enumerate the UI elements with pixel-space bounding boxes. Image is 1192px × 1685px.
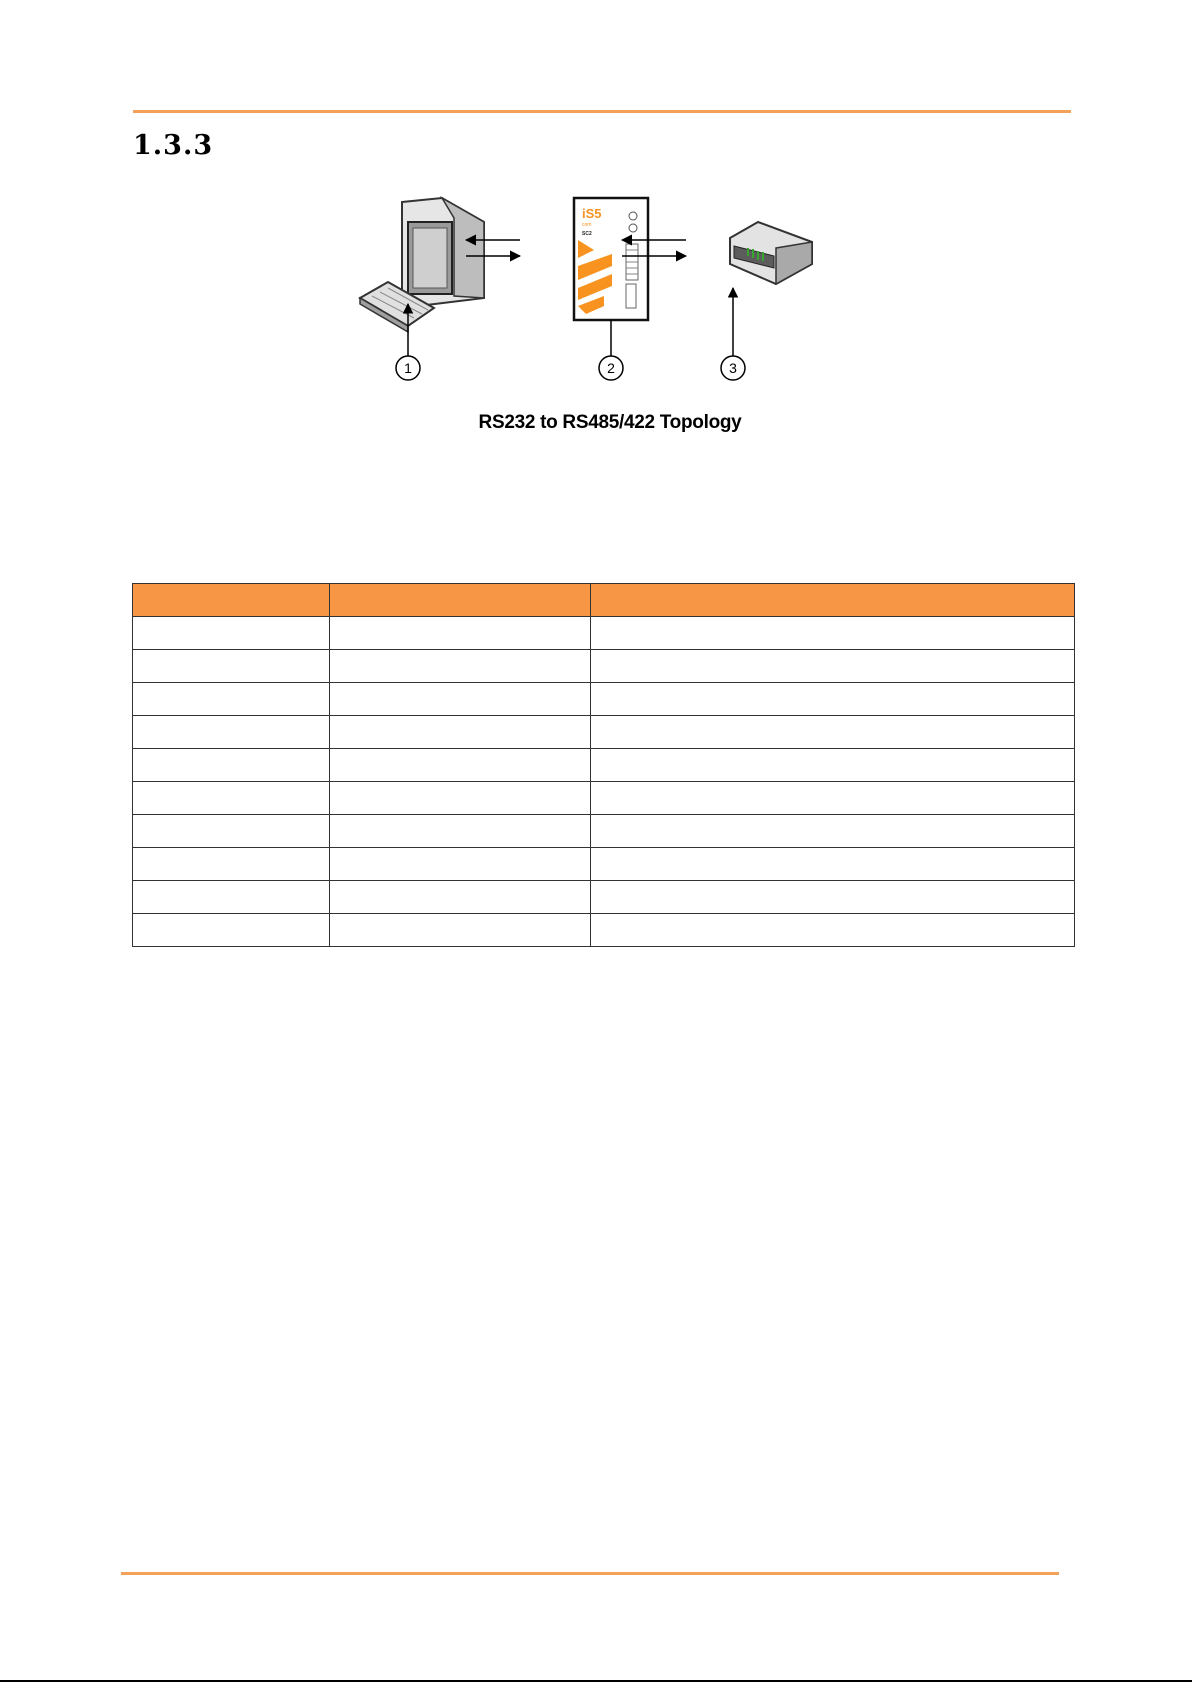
table-cell — [330, 650, 591, 683]
table-header-row — [133, 584, 1075, 617]
callout-3 — [721, 356, 745, 380]
table-row — [133, 881, 1075, 914]
serial-device-icon — [730, 222, 812, 284]
device-model: SC2 — [582, 231, 592, 237]
table-cell — [330, 782, 591, 815]
table-cell — [133, 815, 330, 848]
table-row — [133, 782, 1075, 815]
table-cell — [133, 650, 330, 683]
table-row — [133, 749, 1075, 782]
table-header-cell — [330, 584, 591, 617]
callout-2 — [599, 356, 623, 380]
table-cell — [133, 881, 330, 914]
section-number: 1.3.3 — [133, 130, 214, 161]
table-cell — [330, 617, 591, 650]
table-cell — [330, 683, 591, 716]
header-rule — [133, 110, 1071, 113]
device-brand-suffix: com — [582, 222, 592, 228]
table-cell — [133, 782, 330, 815]
callout-1 — [396, 356, 420, 380]
table-row — [133, 815, 1075, 848]
table-cell — [133, 617, 330, 650]
table-cell — [133, 914, 330, 947]
table-header-cell — [133, 584, 330, 617]
table-cell — [330, 848, 591, 881]
footer-rule — [121, 1572, 1059, 1575]
table-cell — [591, 749, 1075, 782]
figure-caption: RS232 to RS485/422 Topology — [478, 412, 742, 433]
table-cell — [330, 815, 591, 848]
table-cell — [330, 716, 591, 749]
table-row — [133, 716, 1075, 749]
table-cell — [330, 749, 591, 782]
spec-table — [132, 583, 1075, 947]
table-cell — [591, 881, 1075, 914]
table-cell — [591, 848, 1075, 881]
device-brand: iS5 — [582, 206, 602, 221]
table-header-cell — [591, 584, 1075, 617]
callout-2-label: 2 — [607, 360, 615, 376]
table-cell — [591, 716, 1075, 749]
table-row — [133, 914, 1075, 947]
table-cell — [133, 716, 330, 749]
table-cell — [591, 782, 1075, 815]
table-cell — [133, 848, 330, 881]
page-edge-line — [0, 1680, 1192, 1682]
table-row — [133, 650, 1075, 683]
table-cell — [133, 683, 330, 716]
table-cell — [591, 914, 1075, 947]
table-row — [133, 683, 1075, 716]
table-cell — [591, 815, 1075, 848]
table-cell — [330, 914, 591, 947]
table-cell — [133, 749, 330, 782]
table-cell — [330, 881, 591, 914]
converter-device-icon — [574, 198, 648, 356]
topology-diagram — [350, 190, 870, 450]
table-row — [133, 617, 1075, 650]
table-row — [133, 848, 1075, 881]
callout-1-label: 1 — [404, 360, 412, 376]
callout-3-label: 3 — [729, 360, 737, 376]
computer-icon — [402, 198, 484, 308]
table-cell — [591, 617, 1075, 650]
table-cell — [591, 683, 1075, 716]
table-body — [133, 617, 1075, 947]
table-cell — [591, 650, 1075, 683]
